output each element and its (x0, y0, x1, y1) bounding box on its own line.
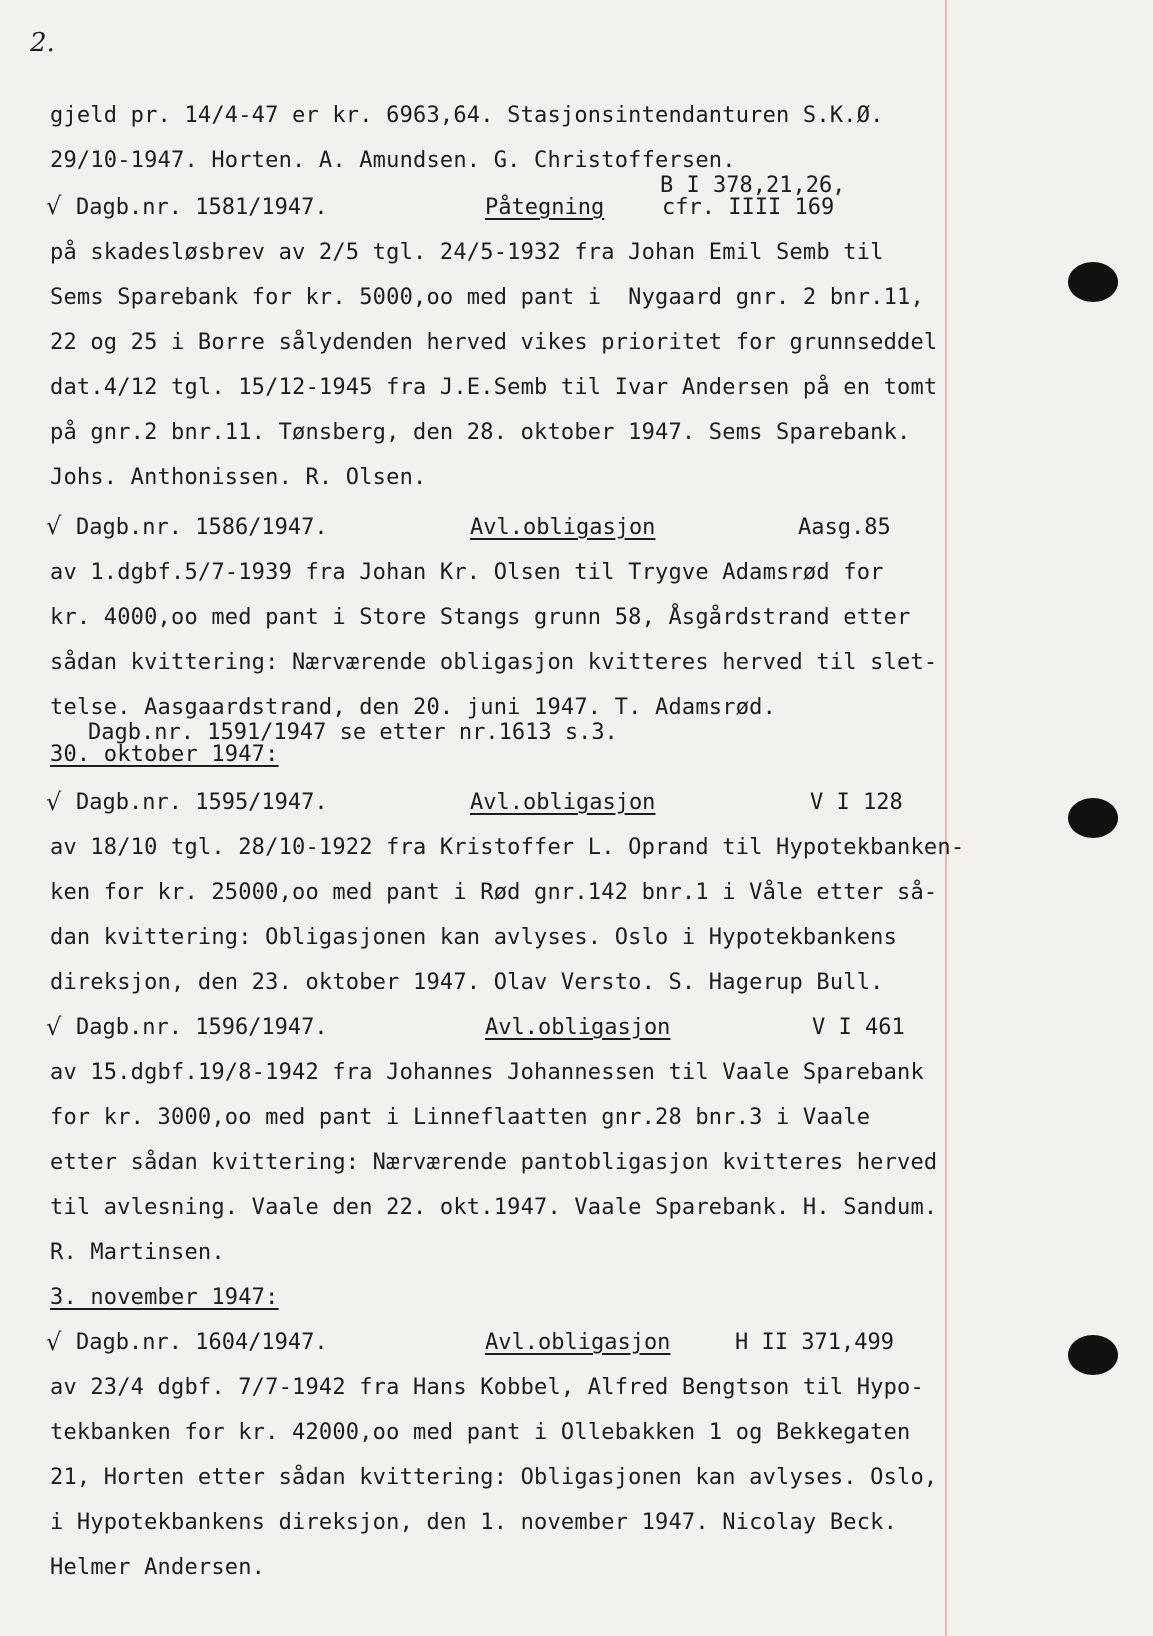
check-mark: √ (46, 1328, 62, 1356)
entry-number: Dagb.nr. 1604/1947. (76, 1330, 328, 1355)
punch-hole (1068, 1335, 1118, 1375)
text-line: av 23/4 dgbf. 7/7-1942 fra Hans Kobbel, Alfred Bengtson til Hypo- (50, 1375, 924, 1400)
entry-ref: V I 461 (812, 1015, 905, 1040)
text-line: for kr. 3000,oo med pant i Linneflaatten gnr.28 bnr.3 i Vaale (50, 1105, 871, 1130)
text-line: Sems Sparebank for kr. 5000,oo med pant i Nygaard gnr. 2 bnr.11, (50, 285, 924, 310)
cross-reference: Dagb.nr. 1591/1947 se etter nr.1613 s.3. (88, 720, 618, 745)
text-line: 22 og 25 i Borre sålydenden herved vikes prioritet for grunnseddel (50, 330, 938, 355)
text-line: på skadesløsbrev av 2/5 tgl. 24/5-1932 fra Johan Emil Semb til (50, 240, 884, 265)
text-line: etter sådan kvittering: Nærværende pantobligasjon kvitteres herved (50, 1150, 938, 1175)
text-line: dan kvittering: Obligasjonen kan avlyses. Oslo i Hypotekbankens (50, 925, 898, 950)
punch-hole (1068, 262, 1118, 302)
check-mark: √ (46, 1013, 62, 1041)
date-heading: 3. november 1947: (50, 1285, 279, 1310)
text-line: telse. Aasgaardstrand, den 20. juni 1947. T. Adamsrød. (50, 695, 777, 720)
entry-ref: V I 128 (810, 790, 903, 815)
text-line: kr. 4000,oo med pant i Store Stangs grunn 58, Åsgårdstrand etter (50, 605, 911, 630)
check-mark: √ (46, 788, 62, 816)
page-number: 2. (30, 28, 55, 58)
text-line: 29/10-1947. Horten. A. Amundsen. G. Christoffersen. (50, 148, 736, 173)
text-line: av 1.dgbf.5/7-1939 fra Johan Kr. Olsen til Trygve Adamsrød for (50, 560, 884, 585)
text-line: Helmer Andersen. (50, 1555, 266, 1580)
text-line: sådan kvittering: Nærværende obligasjon kvitteres herved til slet- (50, 650, 938, 675)
check-mark: √ (46, 192, 62, 220)
entry-type: Avl.obligasjon (485, 1015, 671, 1040)
text-line: på gnr.2 bnr.11. Tønsberg, den 28. oktober 1947. Sems Sparebank. (50, 420, 911, 445)
text-line: av 18/10 tgl. 28/10-1922 fra Kristoffer L. Oprand til Hypotekbanken- (50, 835, 965, 860)
text-line: av 15.dgbf.19/8-1942 fra Johannes Johannessen til Vaale Sparebank (50, 1060, 924, 1085)
entry-type: Avl.obligasjon (470, 515, 656, 540)
check-mark: √ (46, 512, 62, 540)
entry-ref: Aasg.85 (798, 515, 891, 540)
text-line: tekbanken for kr. 42000,oo med pant i Ollebakken 1 og Bekkegaten (50, 1420, 911, 1445)
entry-type: Påtegning (485, 195, 605, 220)
punch-hole (1068, 798, 1118, 838)
text-line: i Hypotekbankens direksjon, den 1. november 1947. Nicolay Beck. (50, 1510, 898, 1535)
text-line: Johs. Anthonissen. R. Olsen. (50, 465, 427, 490)
entry-ref: cfr. IIII 169 (662, 195, 835, 220)
entry-number: Dagb.nr. 1586/1947. (76, 515, 328, 540)
text-line: direksjon, den 23. oktober 1947. Olav Versto. S. Hagerup Bull. (50, 970, 884, 995)
text-line: R. Martinsen. (50, 1240, 225, 1265)
entry-type: Avl.obligasjon (470, 790, 656, 815)
text-line: 21, Horten etter sådan kvittering: Obligasjonen kan avlyses. Oslo, (50, 1465, 938, 1490)
text-line: til avlesning. Vaale den 22. okt.1947. Vaale Sparebank. H. Sandum. (50, 1195, 938, 1220)
margin-rule (945, 0, 947, 1636)
entry-number: Dagb.nr. 1595/1947. (76, 790, 328, 815)
entry-ref: H II 371,499 (735, 1330, 894, 1355)
text-line: dat.4/12 tgl. 15/12-1945 fra J.E.Semb til Ivar Andersen på en tomt (50, 375, 938, 400)
margin-ref: B I 378,21,26, (660, 173, 846, 198)
entry-number: Dagb.nr. 1581/1947. (76, 195, 328, 220)
date-heading: 30. oktober 1947: (50, 742, 279, 767)
entry-number: Dagb.nr. 1596/1947. (76, 1015, 328, 1040)
text-line: ken for kr. 25000,oo med pant i Rød gnr.142 bnr.1 i Våle etter så- (50, 880, 938, 905)
entry-type: Avl.obligasjon (485, 1330, 671, 1355)
text-line: gjeld pr. 14/4-47 er kr. 6963,64. Stasjonsintendanturen S.K.Ø. (50, 103, 884, 128)
